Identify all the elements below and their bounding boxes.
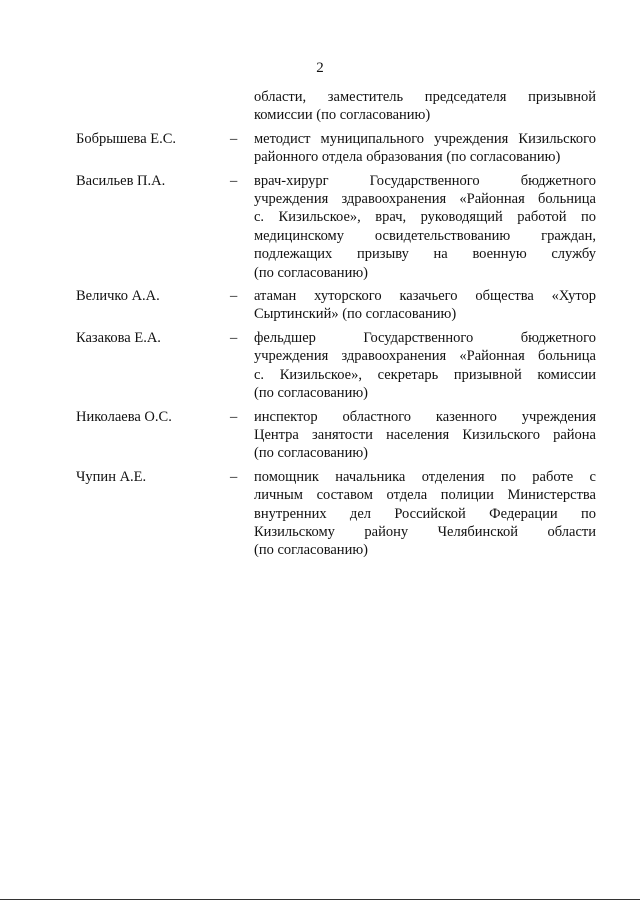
dash-separator: – <box>230 130 238 147</box>
description-line: районного отдела образования (по согласованию) <box>254 149 561 166</box>
member-name: Величко А.А. <box>76 288 160 305</box>
description-line: медицинскому освидетельствованию граждан, <box>254 227 596 244</box>
member-description <box>254 408 596 463</box>
member-entry <box>0 172 640 282</box>
description-line: подлежащих призыву на военную службу <box>254 246 596 263</box>
commission-member-list <box>0 88 640 565</box>
description-line: внутренних дел Российской Федерации по <box>254 505 596 522</box>
member-description <box>254 172 596 282</box>
member-entry <box>0 408 640 463</box>
page-bottom-rule <box>0 899 640 900</box>
description-line: помощник начальника отделения по работе с <box>254 468 596 485</box>
dash-separator: – <box>230 172 238 189</box>
continuation-description <box>254 88 596 125</box>
description-line: учреждения здравоохранения «Районная больница <box>254 191 596 208</box>
member-name: Казакова Е.А. <box>76 329 161 346</box>
description-line: Сыртинский» (по согласованию) <box>254 306 457 323</box>
description-line: атаман хуторского казачьего общества «Хутор <box>254 288 596 305</box>
description-line: области, заместитель председателя призывной <box>254 89 596 105</box>
page-number: 2 <box>316 60 324 76</box>
description-line: с. Кизильское», секретарь призывной комиссии <box>254 366 596 383</box>
member-entry <box>0 329 640 403</box>
continuation-entry <box>0 88 640 125</box>
description-line: инспектор областного казенного учреждения <box>254 408 596 425</box>
description-line: (по согласованию) <box>254 542 368 559</box>
member-name: Николаева О.С. <box>76 408 172 425</box>
description-line: фельдшер Государственного бюджетного <box>254 329 596 346</box>
description-line: личным составом отдела полиции Министерства <box>254 487 596 504</box>
description-line: (по согласованию) <box>254 445 368 462</box>
member-description <box>254 329 596 403</box>
member-name: Васильев П.А. <box>76 172 166 189</box>
description-line: Кизильскому району Челябинской области <box>254 523 596 540</box>
member-name: Бобрышева Е.С. <box>76 130 177 147</box>
dash-separator: – <box>230 329 238 346</box>
member-description <box>254 468 596 560</box>
member-description <box>254 130 596 167</box>
member-entry <box>0 130 640 167</box>
member-name: Чупин А.Е. <box>76 468 147 485</box>
description-line: врач-хирург Государственного бюджетного <box>254 172 596 189</box>
description-line: (по согласованию) <box>254 264 368 281</box>
description-line: учреждения здравоохранения «Районная больница <box>254 348 596 365</box>
description-line: (по согласованию) <box>254 385 368 402</box>
dash-separator: – <box>230 408 238 425</box>
dash-separator: – <box>230 288 238 305</box>
dash-separator: – <box>230 468 238 485</box>
member-description <box>254 287 596 324</box>
description-line: с. Кизильское», врач, руководящий работой по <box>254 209 596 226</box>
member-entry <box>0 468 640 560</box>
description-line: комиссии (по согласованию) <box>254 107 431 124</box>
member-entry <box>0 287 640 324</box>
description-line: методист муниципального учреждения Кизильского <box>254 130 596 147</box>
description-line: Центра занятости населения Кизильского района <box>254 426 596 443</box>
